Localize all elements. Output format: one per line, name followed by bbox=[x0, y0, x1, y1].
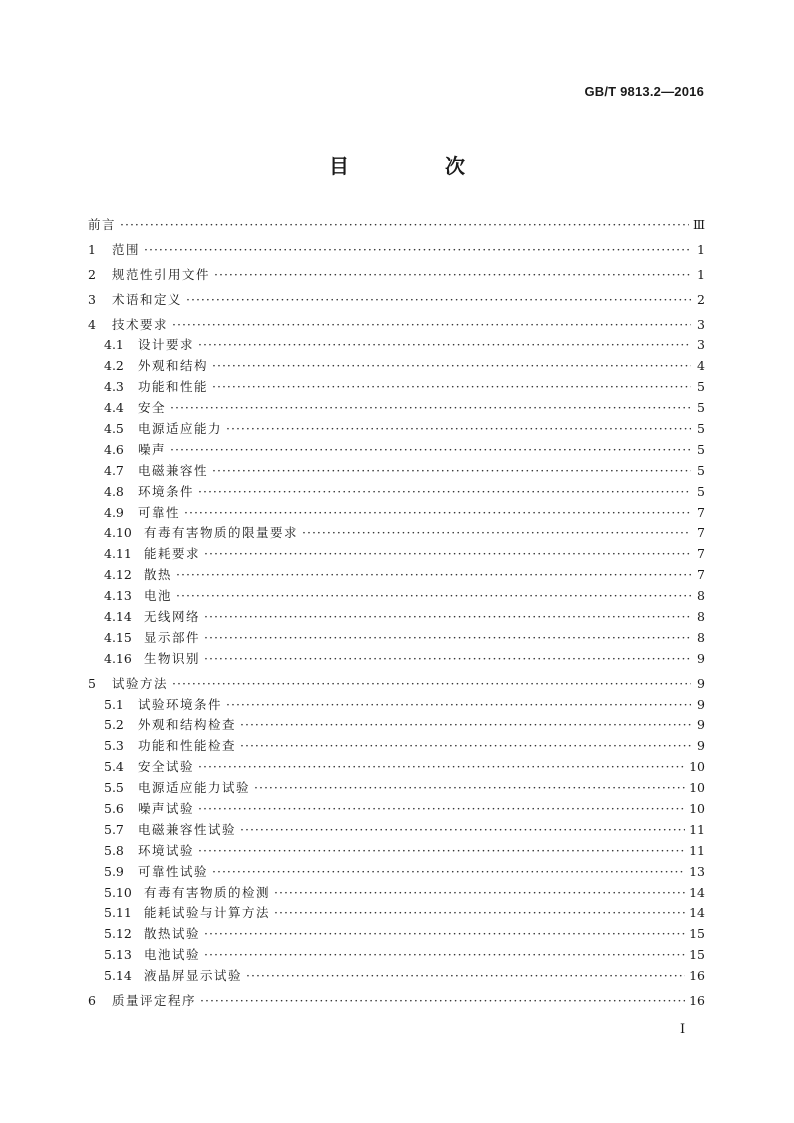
toc-leader-dots bbox=[144, 240, 691, 261]
toc-entry-label: 能耗试验与计算方法 bbox=[144, 905, 271, 921]
toc-entry[interactable] bbox=[88, 674, 705, 695]
toc-entry-label: 规范性引用文件 bbox=[112, 266, 211, 282]
toc-leader-dots bbox=[176, 586, 691, 607]
toc-leader-dots bbox=[204, 628, 691, 649]
toc-entry[interactable] bbox=[88, 356, 705, 377]
page-folio: I bbox=[680, 1022, 686, 1037]
toc-leader-dots bbox=[240, 736, 691, 757]
toc-entry[interactable] bbox=[88, 565, 705, 586]
toc-entry-label: 功能和性能检查 bbox=[138, 738, 237, 754]
toc-entry[interactable] bbox=[88, 991, 705, 1012]
toc-entry[interactable] bbox=[88, 736, 705, 757]
toc-entry-label: 散热 bbox=[144, 567, 173, 583]
toc-entry-number: 4.16 bbox=[104, 650, 132, 666]
toc-entry-number: 4.6 bbox=[104, 441, 124, 457]
toc-leader-dots bbox=[246, 966, 685, 987]
toc-entry-label: 有毒有害物质的限量要求 bbox=[144, 525, 299, 541]
toc-entry-page: 5 bbox=[697, 462, 705, 478]
toc-leader-dots bbox=[170, 440, 691, 461]
toc-entry-label: 电池 bbox=[144, 588, 173, 604]
toc-entry-label: 术语和定义 bbox=[112, 291, 183, 307]
toc-entry-page: 16 bbox=[689, 968, 705, 984]
toc-entry-page: 7 bbox=[697, 546, 705, 562]
toc-entry-page: 14 bbox=[689, 884, 705, 900]
toc-leader-dots bbox=[254, 778, 685, 799]
toc-entry-label: 电池试验 bbox=[144, 947, 201, 963]
toc-leader-dots bbox=[170, 398, 691, 419]
toc-entry-page: 5 bbox=[697, 483, 705, 499]
toc-leader-dots bbox=[120, 215, 689, 236]
toc-leader-dots bbox=[198, 482, 691, 503]
toc-entry-page: 8 bbox=[697, 629, 705, 645]
toc-entry-label: 设计要求 bbox=[138, 337, 195, 353]
page-title: 目 次 bbox=[329, 154, 503, 178]
toc-entry-label: 噪声 bbox=[138, 441, 167, 457]
toc-entry[interactable] bbox=[88, 377, 705, 398]
toc-entry-number: 5.5 bbox=[104, 780, 124, 796]
toc-entry-label: 电磁兼容性 bbox=[138, 462, 209, 478]
toc-entry-number: 5.3 bbox=[104, 738, 124, 754]
toc-entry[interactable] bbox=[88, 607, 705, 628]
toc-entry-label: 技术要求 bbox=[112, 316, 169, 332]
toc-entry[interactable] bbox=[88, 883, 705, 904]
toc-entry-number: 5.9 bbox=[104, 863, 124, 879]
toc-entry-label: 安全 bbox=[138, 400, 167, 416]
toc-entry-label: 试验方法 bbox=[112, 675, 169, 691]
toc-entry-number: 6 bbox=[88, 993, 96, 1009]
toc-entry-label: 试验环境条件 bbox=[138, 696, 223, 712]
toc-leader-dots bbox=[212, 862, 685, 883]
toc-entry-number: 5.10 bbox=[104, 884, 132, 900]
toc-leader-dots bbox=[204, 649, 691, 670]
toc-entry[interactable] bbox=[88, 695, 705, 716]
toc-entry-page: 2 bbox=[697, 291, 705, 307]
toc-entry-page: 14 bbox=[689, 905, 705, 921]
toc-entry[interactable] bbox=[88, 628, 705, 649]
toc-entry-number: 4.2 bbox=[104, 358, 124, 374]
toc-entry-page: 15 bbox=[689, 947, 705, 963]
toc-entry-number: 5.11 bbox=[104, 905, 132, 921]
toc-leader-dots bbox=[240, 715, 691, 736]
toc-entry-number: 4.3 bbox=[104, 379, 124, 395]
toc-entry-page: 5 bbox=[697, 441, 705, 457]
toc-entry-number: 5.13 bbox=[104, 947, 132, 963]
toc-entry-label: 安全试验 bbox=[138, 759, 195, 775]
toc-entry-number: 5.14 bbox=[104, 968, 132, 984]
toc-entry-number: 5.2 bbox=[104, 717, 124, 733]
toc-entry-number: 3 bbox=[88, 291, 96, 307]
toc-entry-number: 4.13 bbox=[104, 588, 132, 604]
toc-entry-label: 生物识别 bbox=[144, 650, 201, 666]
toc-entry[interactable] bbox=[88, 649, 705, 670]
toc-entry-label: 外观和结构检查 bbox=[138, 717, 237, 733]
toc-entry-number: 5 bbox=[88, 675, 96, 691]
toc-leader-dots bbox=[198, 335, 691, 356]
toc-leader-dots bbox=[204, 924, 685, 945]
toc-entry[interactable] bbox=[88, 862, 705, 883]
toc-entry-label: 可靠性 bbox=[138, 504, 181, 520]
toc-entry[interactable] bbox=[88, 503, 705, 524]
toc-entry-label: 电源适应能力 bbox=[138, 421, 223, 436]
toc-entry-label: 散热试验 bbox=[144, 926, 201, 942]
toc-entry-label: 电源适应能力试验 bbox=[138, 780, 251, 796]
toc-entry-page: 10 bbox=[689, 759, 705, 775]
toc-entry-page: 3 bbox=[697, 337, 705, 353]
toc-leader-dots bbox=[198, 799, 685, 820]
toc-entry-page: 7 bbox=[697, 567, 705, 583]
toc-leader-dots bbox=[198, 757, 685, 778]
toc-entry-page: 13 bbox=[689, 863, 705, 879]
toc-entry-page: 9 bbox=[697, 738, 705, 754]
toc-leader-dots bbox=[214, 265, 691, 286]
toc-entry-page: 7 bbox=[697, 504, 705, 520]
toc-leader-dots bbox=[200, 991, 685, 1012]
toc-entry-label: 环境条件 bbox=[138, 483, 195, 499]
toc-entry-label: 功能和性能 bbox=[138, 379, 209, 395]
toc-entry-number: 4.7 bbox=[104, 462, 124, 478]
toc-leader-dots bbox=[226, 695, 691, 716]
toc-leader-dots bbox=[240, 820, 685, 841]
toc-entry-number: 5.4 bbox=[104, 759, 124, 775]
toc-entry-page: 9 bbox=[697, 717, 705, 733]
toc-entry-page: 5 bbox=[697, 400, 705, 416]
toc-entry-label: 显示部件 bbox=[144, 629, 201, 645]
toc-entry-number: 5.7 bbox=[104, 821, 124, 837]
toc-entry-page: 5 bbox=[697, 421, 705, 436]
toc-entry[interactable] bbox=[88, 715, 705, 736]
toc-leader-dots bbox=[198, 841, 685, 862]
toc-entry[interactable] bbox=[88, 924, 705, 945]
toc-entry-page: 4 bbox=[697, 358, 705, 374]
toc-leader-dots bbox=[204, 607, 691, 628]
toc-entry-label: 前言 bbox=[88, 216, 117, 232]
toc-entry[interactable] bbox=[88, 461, 705, 482]
table-of-contents bbox=[88, 215, 705, 1012]
toc-entry-number: 4.11 bbox=[104, 546, 132, 562]
toc-entry-label: 质量评定程序 bbox=[112, 993, 197, 1009]
toc-entry-number: 5.1 bbox=[104, 696, 124, 712]
toc-entry[interactable] bbox=[88, 419, 705, 440]
toc-leader-dots bbox=[186, 290, 691, 311]
toc-entry[interactable] bbox=[88, 240, 705, 261]
toc-entry[interactable] bbox=[88, 335, 705, 356]
toc-entry[interactable] bbox=[88, 482, 705, 503]
toc-entry[interactable] bbox=[88, 904, 705, 925]
toc-entry-number: 4 bbox=[88, 316, 96, 332]
toc-entry-page: 16 bbox=[689, 993, 705, 1009]
standard-code: GB/T 9813.2—2016 bbox=[584, 84, 704, 99]
toc-entry[interactable] bbox=[88, 265, 705, 286]
toc-entry-number: 4.10 bbox=[104, 525, 132, 541]
toc-entry-label: 有毒有害物质的检测 bbox=[144, 884, 271, 900]
toc-leader-dots bbox=[274, 883, 685, 904]
toc-entry-page: 3 bbox=[697, 316, 705, 332]
toc-entry-number: 4.1 bbox=[104, 337, 124, 353]
toc-entry-label: 可靠性试验 bbox=[138, 863, 209, 879]
toc-entry-number: 5.12 bbox=[104, 926, 132, 942]
toc-entry-number: 4.9 bbox=[104, 504, 124, 520]
toc-entry-number: 1 bbox=[88, 241, 96, 257]
toc-entry-number: 4.4 bbox=[104, 400, 124, 416]
toc-entry[interactable] bbox=[88, 215, 705, 236]
toc-entry-page: 15 bbox=[689, 926, 705, 942]
toc-entry-page: 8 bbox=[697, 609, 705, 625]
toc-entry-label: 无线网络 bbox=[144, 609, 201, 625]
toc-leader-dots bbox=[176, 565, 691, 586]
toc-entry-page: 5 bbox=[697, 379, 705, 395]
toc-entry[interactable] bbox=[88, 586, 705, 607]
toc-entry-number: 4.14 bbox=[104, 609, 132, 625]
toc-entry[interactable] bbox=[88, 799, 705, 820]
toc-entry-number: 2 bbox=[88, 266, 96, 282]
toc-entry-page: Ⅲ bbox=[692, 216, 705, 232]
toc-entry[interactable] bbox=[88, 440, 705, 461]
toc-leader-dots bbox=[212, 377, 691, 398]
toc-entry[interactable] bbox=[88, 544, 705, 565]
toc-entry-number: 5.6 bbox=[104, 801, 124, 817]
toc-entry-number: 4.12 bbox=[104, 567, 132, 583]
toc-entry-page: 11 bbox=[689, 842, 705, 858]
toc-entry[interactable] bbox=[88, 398, 705, 419]
toc-entry-page: 8 bbox=[697, 588, 705, 604]
toc-entry-label: 液晶屏显示试验 bbox=[144, 968, 243, 984]
toc-entry[interactable] bbox=[88, 757, 705, 778]
toc-entry[interactable] bbox=[88, 315, 705, 336]
toc-entry[interactable] bbox=[88, 778, 705, 799]
toc-entry-label: 噪声试验 bbox=[138, 801, 195, 817]
toc-entry[interactable] bbox=[88, 523, 705, 544]
toc-entry-number: 4.15 bbox=[104, 629, 132, 645]
toc-entry[interactable] bbox=[88, 945, 705, 966]
toc-leader-dots bbox=[212, 356, 691, 377]
toc-entry-label: 电磁兼容性试验 bbox=[138, 821, 237, 837]
toc-leader-dots bbox=[172, 315, 691, 336]
toc-entry-page: 9 bbox=[697, 650, 705, 666]
toc-leader-dots bbox=[226, 419, 691, 440]
toc-leader-dots bbox=[274, 903, 685, 924]
toc-entry-label: 环境试验 bbox=[138, 842, 195, 858]
toc-entry[interactable] bbox=[88, 290, 705, 311]
toc-entry-page: 7 bbox=[697, 525, 705, 541]
toc-leader-dots bbox=[212, 461, 691, 482]
toc-entry-label: 范围 bbox=[112, 241, 141, 257]
toc-entry-number: 4.5 bbox=[104, 421, 124, 436]
toc-entry-page: 11 bbox=[689, 821, 705, 837]
toc-entry-page: 9 bbox=[697, 696, 705, 712]
toc-entry-number: 5.8 bbox=[104, 842, 124, 858]
toc-entry[interactable] bbox=[88, 966, 705, 987]
toc-entry-label: 外观和结构 bbox=[138, 358, 209, 374]
toc-leader-dots bbox=[204, 544, 691, 565]
toc-entry[interactable] bbox=[88, 841, 705, 862]
toc-entry-page: 9 bbox=[697, 675, 705, 691]
toc-entry-label: 能耗要求 bbox=[144, 546, 201, 562]
toc-leader-dots bbox=[204, 945, 685, 966]
toc-leader-dots bbox=[302, 523, 691, 544]
toc-entry-page: 1 bbox=[697, 266, 705, 282]
toc-entry-page: 10 bbox=[689, 780, 705, 796]
toc-entry-page: 1 bbox=[697, 241, 705, 257]
toc-leader-dots bbox=[184, 503, 691, 524]
toc-leader-dots bbox=[172, 674, 691, 695]
toc-entry-page: 10 bbox=[689, 801, 705, 817]
toc-entry-number: 4.8 bbox=[104, 483, 124, 499]
toc-entry[interactable] bbox=[88, 820, 705, 841]
